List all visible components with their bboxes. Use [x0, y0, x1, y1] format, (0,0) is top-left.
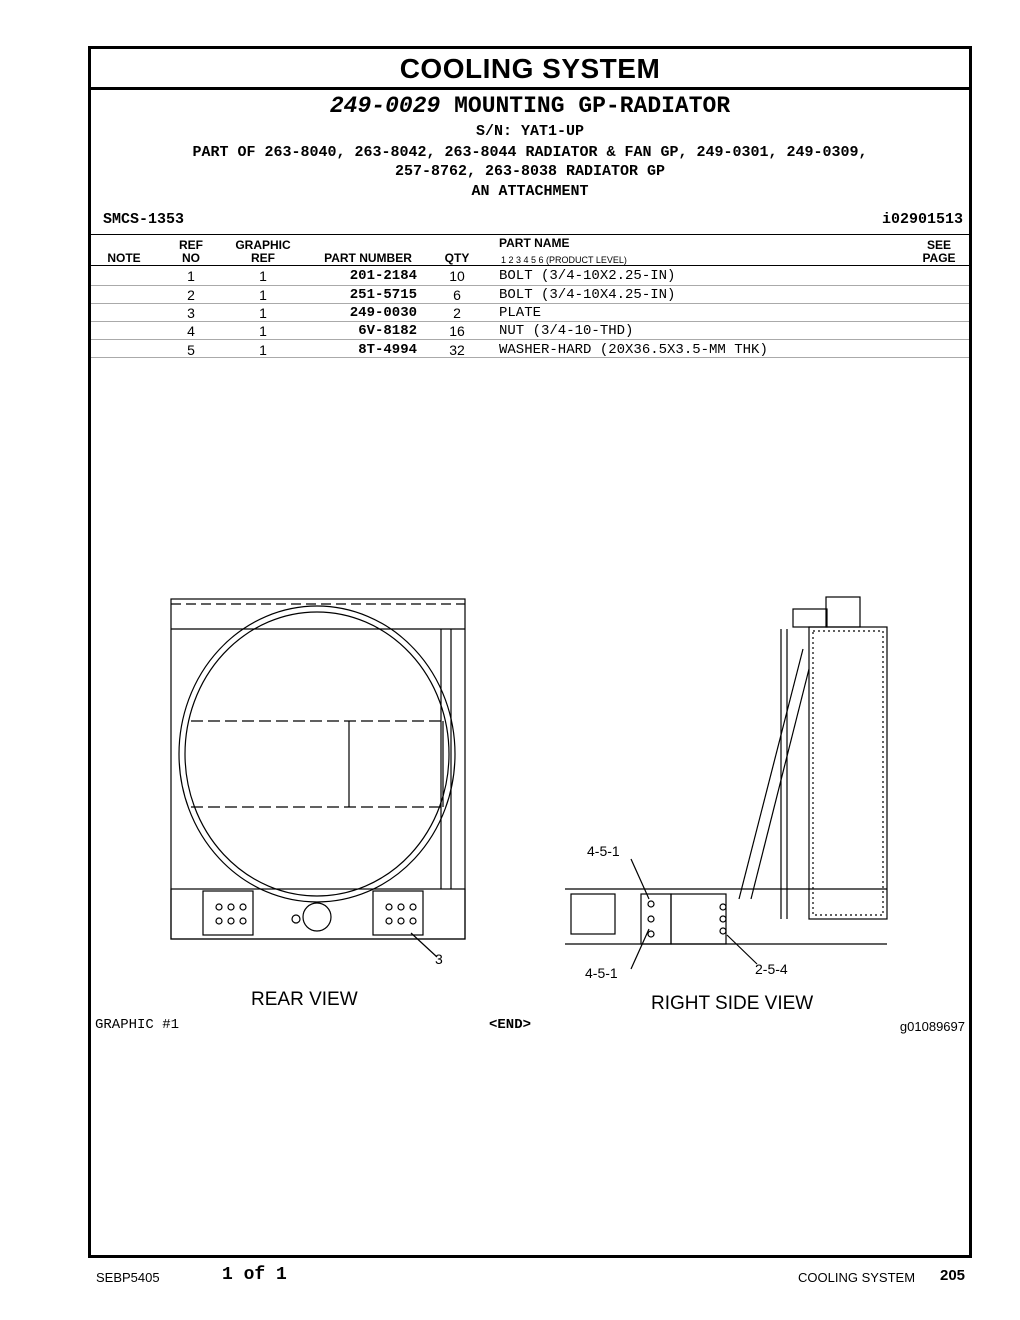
row-rule: [91, 339, 969, 340]
part-of-line-1: PART OF 263-8040, 263-8042, 263-8044 RADIATOR & FAN GP, 249-0301, 249-0309,: [192, 144, 868, 161]
callout-3: 3: [435, 951, 443, 967]
graphic-id: g01089697: [899, 1019, 965, 1034]
footer-page-number: 205: [940, 1267, 966, 1284]
right-side-view-label: RIGHT SIDE VIEW: [651, 993, 814, 1014]
group-part-number: 249-0029: [329, 93, 441, 119]
row-rule: [91, 285, 969, 286]
row-rule: [91, 357, 969, 358]
col-note: NOTE: [107, 251, 141, 265]
end-marker: <END>: [489, 1017, 532, 1033]
parts-illustration: [91, 569, 969, 989]
footer-doc-number: SEBP5405: [96, 1270, 160, 1285]
page-title: COOLING SYSTEM: [91, 49, 969, 90]
callout-4-5-1-bottom: 4-5-1: [585, 965, 618, 981]
row-rule: [91, 321, 969, 322]
footer-page-of: 1 of 1: [222, 1265, 287, 1285]
smcs-code: SMCS-1353: [103, 211, 185, 228]
col-see-page: SEE PAGE: [922, 238, 956, 265]
attachment-label: AN ATTACHMENT: [471, 183, 589, 200]
group-name: MOUNTING GP-RADIATOR: [454, 93, 731, 119]
col-qty: QTY: [444, 251, 470, 265]
page-frame: COOLING SYSTEM 249-0029 MOUNTING GP-RADIATOR S/N: YAT1-UP PART OF 263-8040, 263-8042, 263-8044 RADIATOR & FAN GP, 249-0301, 249-0309, 257-8762, 263-8038 RADIATOR GP AN ATTACHMENT SMCS-1353 i02901513 NOTE REF NO GRAPHIC REF PART NUMBER QTY PART NAME 1 2 3 4 5 6 (PRODUCT LEVEL) SEE PAGE 1 1 201-2184 10 BOLT (3/4-10X2.25-IN) 2 1 251-5715 6 BOLT (3/4-10X4.25-IN) 3 1 249-0030 2 PLATE 4 1 6V-8182 16 NUT (3/4-10-THD) 5 1 8T-4994 32 WASHER-HARD (20X36.5X3.5-MM THK) 3 4-5-1 4-5-1 2-5-4 REAR VIEW RIGHT SIDE VIEW GRAPHIC #1 <END> g01089697: [88, 46, 972, 1258]
table-top-rule: [91, 234, 969, 235]
part-of-line-2: 257-8762, 263-8038 RADIATOR GP: [394, 163, 666, 180]
illustration-id: i02901513: [881, 211, 963, 228]
callout-2-5-4: 2-5-4: [755, 961, 788, 977]
table-header-rule: [91, 265, 969, 266]
product-levels: 1 2 3 4 5 6 (PRODUCT LEVEL): [501, 255, 627, 265]
serial-range: S/N: YAT1-UP: [475, 123, 585, 140]
rear-view-drawing: [171, 599, 465, 957]
col-ref: REF NO: [179, 238, 203, 265]
col-part-number: PART NUMBER: [324, 251, 412, 265]
callout-4-5-1-top: 4-5-1: [587, 843, 620, 859]
footer-section: COOLING SYSTEM: [798, 1270, 916, 1285]
right-side-view-drawing: [565, 597, 887, 969]
rear-view-label: REAR VIEW: [251, 989, 358, 1010]
col-part-name: PART NAME: [499, 236, 570, 250]
col-graphic-ref: GRAPHIC REF: [235, 238, 291, 265]
graphic-label: GRAPHIC #1: [95, 1017, 180, 1033]
group-title: [91, 93, 969, 119]
row-rule: [91, 303, 969, 304]
